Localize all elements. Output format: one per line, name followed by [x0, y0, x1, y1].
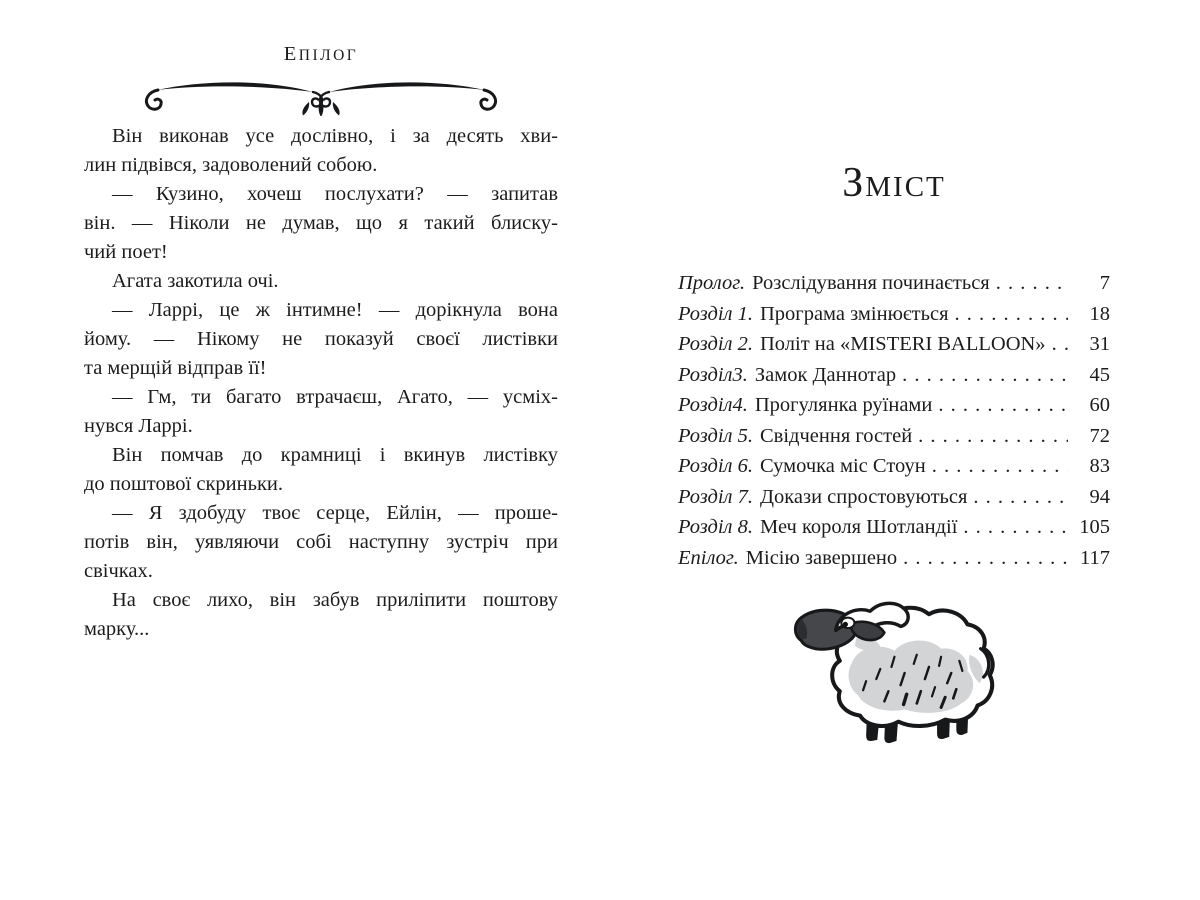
toc-page-number: 105	[1079, 516, 1110, 538]
text-line: На своє лихо, він забув приліпити поштову	[112, 589, 558, 611]
text-line: Він помчав до крамниці і вкинув листівку	[112, 444, 558, 466]
right-page	[678, 0, 1110, 573]
dot-leader	[918, 421, 1068, 452]
dot-leader	[902, 360, 1068, 391]
dot-leader	[996, 268, 1068, 299]
toc-entry	[678, 451, 1110, 482]
toc-entry-prefix: Розділ 6.	[678, 455, 753, 477]
toc-page-number: 117	[1080, 546, 1110, 569]
dot-leader	[903, 543, 1068, 574]
toc-entry-title: Розслідування починається	[752, 272, 990, 294]
toc-page-number: 83	[1089, 455, 1110, 477]
toc-entry-title: Меч короля Шотландії	[760, 516, 958, 538]
text-line: — Гм, ти багато втрачаєш, Агато, — усміх-	[112, 386, 558, 408]
dot-leader	[955, 299, 1068, 330]
swirl-flourish-icon	[143, 70, 499, 116]
toc-page-number: 72	[1089, 424, 1110, 447]
toc-entry-prefix: Розділ 2.	[678, 333, 753, 355]
toc-entry-title: Місію завершено	[745, 546, 898, 569]
text-line: він. — Ніколи не думав, що я такий блиску-	[84, 212, 558, 234]
dot-leader	[1052, 329, 1068, 360]
toc-entry-title: Сумочка міс Стоун	[760, 455, 926, 477]
sheep-illustration	[790, 596, 1000, 748]
text-line: йому. — Нікому не показуй своєї листівки	[84, 328, 558, 350]
text-line: — Кузино, хочеш послухати? — запитав	[112, 183, 558, 205]
toc-list	[678, 268, 1110, 573]
dot-leader	[938, 390, 1068, 421]
chapter-text	[84, 122, 558, 644]
text-line: чий поет!	[84, 241, 168, 263]
toc-entry	[678, 512, 1110, 543]
toc-page-number: 45	[1089, 363, 1110, 386]
text-line: марку...	[84, 618, 150, 640]
toc-page-number: 18	[1089, 302, 1110, 325]
toc-entry	[678, 482, 1110, 513]
dot-leader	[932, 451, 1068, 482]
toc-entry-title: Свідчення гостей	[760, 424, 913, 447]
toc-entry-prefix: Розділ 7.	[678, 485, 753, 508]
toc-page-number: 7	[1099, 272, 1110, 294]
left-page	[84, 0, 558, 644]
toc-entry-prefix: Епілог.	[678, 546, 739, 569]
text-line: до поштової скриньки.	[84, 473, 284, 495]
dot-leader	[973, 482, 1068, 513]
text-line: лин підвівся, задоволений собою.	[84, 154, 378, 176]
toc-entry	[678, 299, 1110, 330]
toc-page-number: 94	[1089, 485, 1110, 508]
toc-entry-title: Політ на «MISTERI BALLOON»	[760, 333, 1046, 355]
text-line: потів він, уявляючи собі наступну зустріч при	[84, 531, 558, 553]
chapter-header: ЕПІЛОГ	[283, 43, 359, 65]
toc-entry	[678, 329, 1110, 360]
flourish-ornament	[84, 70, 558, 116]
toc-entry-prefix: Розділ3.	[678, 363, 748, 386]
text-line: Він виконав усе дослівно, і за десять хви-	[112, 125, 558, 147]
dot-leader	[963, 512, 1068, 543]
toc-entry-prefix: Розділ 8.	[678, 516, 753, 538]
text-line: Агата закотила очі.	[112, 270, 279, 292]
toc-entry-title: Замок Даннотар	[754, 363, 897, 386]
toc-entry-prefix: Розділ4.	[678, 394, 748, 416]
text-line: свічках.	[84, 560, 153, 582]
toc-entry-title: Докази спростовуються	[760, 485, 968, 508]
toc-entry	[678, 543, 1110, 574]
toc-page-number: 31	[1089, 333, 1110, 355]
sheep-icon	[790, 596, 1000, 748]
toc-entry	[678, 421, 1110, 452]
text-line: — Я здобуду твоє серце, Ейлін, — проше-	[112, 502, 558, 524]
text-line: — Ларрі, це ж інтимне! — дорікнула вона	[112, 299, 558, 321]
toc-page-number: 60	[1089, 394, 1110, 416]
toc-entry-title: Прогулянка руїнами	[754, 394, 933, 416]
toc-entry-title: Програма змінюється	[760, 302, 949, 325]
toc-title: ЗМІСТ	[842, 160, 946, 206]
toc-entry	[678, 390, 1110, 421]
toc-entry-prefix: Розділ 1.	[678, 302, 753, 325]
toc-entry-prefix: Пролог.	[678, 272, 746, 294]
text-line: нувся Ларрі.	[84, 415, 193, 437]
toc-entry	[678, 268, 1110, 299]
toc-entry	[678, 360, 1110, 391]
toc-entry-prefix: Розділ 5.	[678, 424, 753, 447]
text-line: та мерщій відправ її!	[84, 357, 267, 379]
